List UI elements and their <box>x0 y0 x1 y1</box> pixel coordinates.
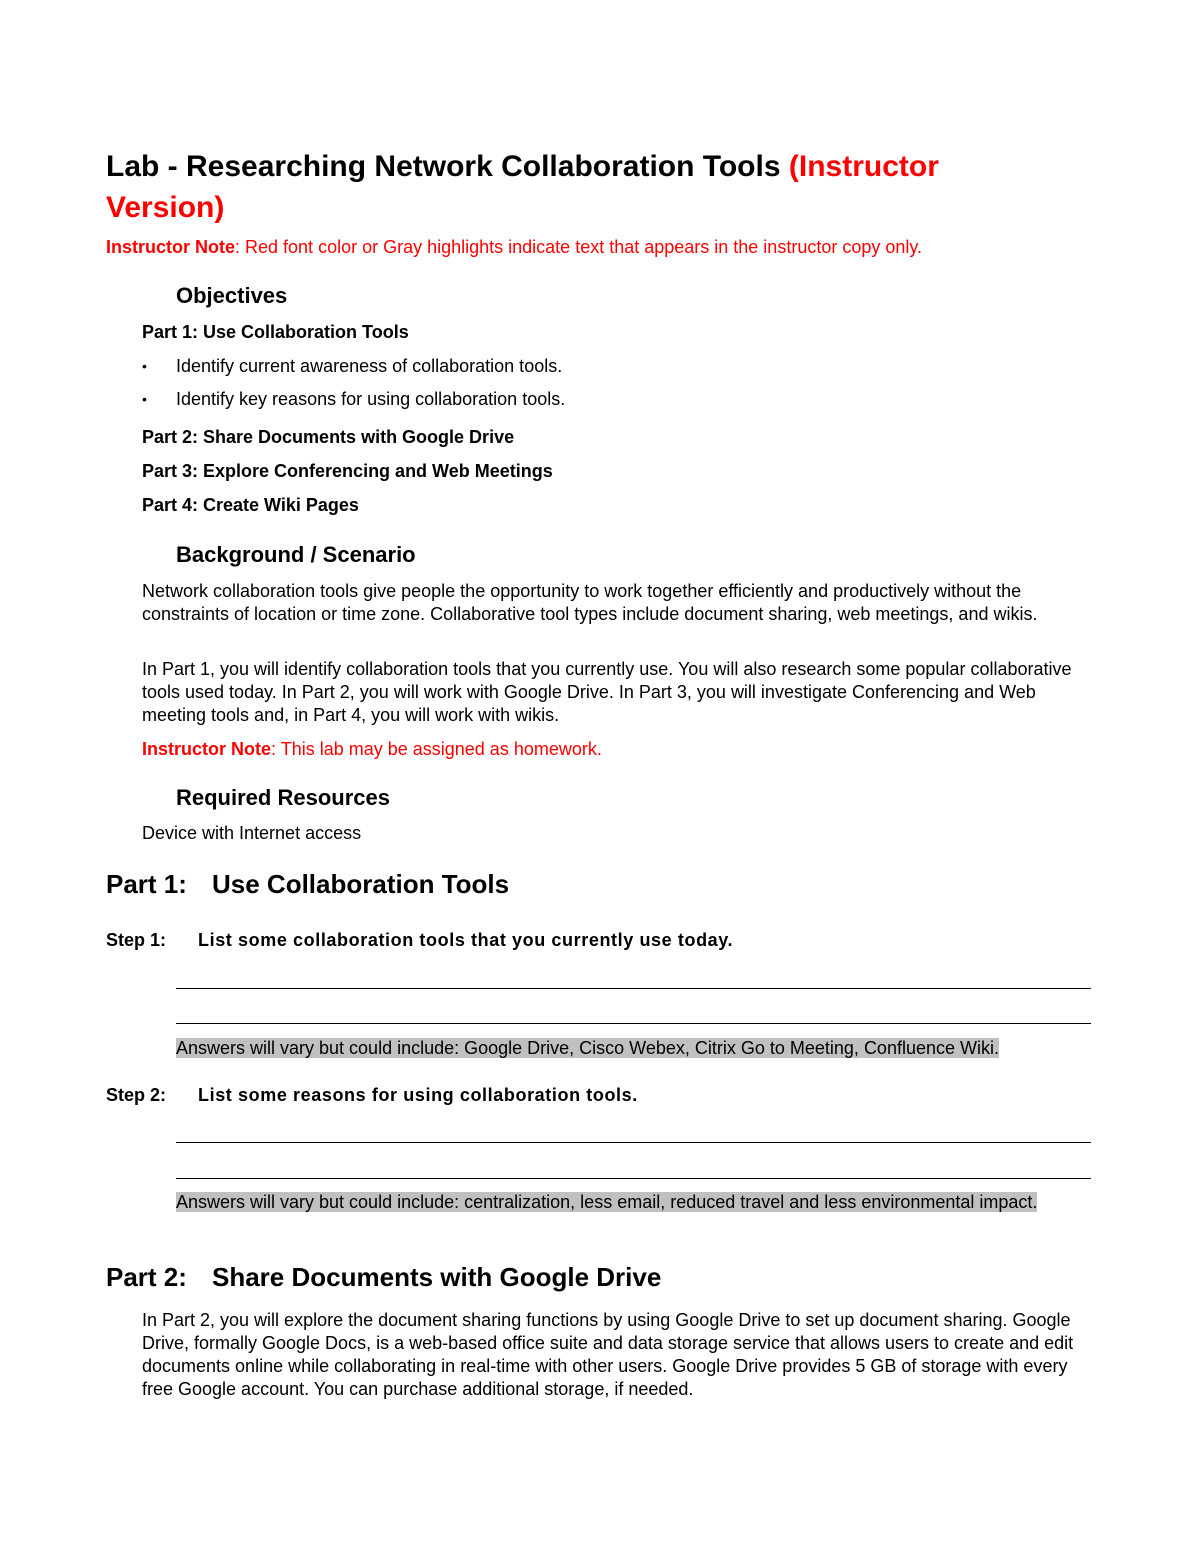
homework-note-text: : This lab may be assigned as homework. <box>271 739 602 759</box>
homework-note <box>142 738 1077 761</box>
objective-part-2: Part 2: Share Documents with Google Drive <box>142 427 515 447</box>
objective-part-4: Part 4: Create Wiki Pages <box>142 495 359 515</box>
resources-item: Device with Internet access <box>142 823 362 843</box>
resources-heading: Required Resources <box>176 785 390 810</box>
step-1-answer <box>176 1037 1076 1060</box>
step-2-text: List some reasons for using collaboration tools. <box>198 1085 638 1105</box>
bullet-glyph: • <box>142 358 147 374</box>
background-heading: Background / Scenario <box>176 542 416 567</box>
instructor-note-label: Instructor Note <box>106 237 236 257</box>
part-1-title: Use Collaboration Tools <box>212 869 510 899</box>
step-1-heading <box>106 929 733 951</box>
step-1-text: List some collaboration tools that you currently use today. <box>198 930 734 950</box>
instructor-note-text: : Red font color or Gray highlights indicate text that appears in the instructor copy only. <box>235 237 923 257</box>
objectives-heading: Objectives <box>176 283 288 308</box>
background-paragraph-1: Network collaboration tools give people the opportunity to work together efficiently and productively without the constraints of location or time zone. Collaborative tool types include document sharing, web meetings, and wikis. <box>142 581 1038 624</box>
part-2-number: Part 2: <box>106 1262 187 1292</box>
title-version: (Instructor Version) <box>106 150 939 224</box>
instructor-note <box>106 236 1106 258</box>
answer-line <box>176 1023 1091 1024</box>
document-title <box>106 146 1006 228</box>
answer-line <box>176 988 1091 989</box>
part-1-number: Part 1: <box>106 869 187 899</box>
objective-part-3: Part 3: Explore Conferencing and Web Meetings <box>142 461 553 481</box>
objective-bullet-1 <box>142 355 1042 377</box>
bullet-glyph: • <box>142 391 147 407</box>
objective-bullet-text: Identify key reasons for using collaboration tools. <box>176 389 566 409</box>
part-1-heading <box>106 868 509 900</box>
step-2-answer <box>176 1191 1076 1214</box>
part-2-heading <box>106 1261 661 1293</box>
title-main: Lab - Researching Network Collaboration Tools <box>106 150 789 183</box>
step-1-number: Step 1: <box>106 930 167 950</box>
step-1-answer-text: Answers will vary but could include: Google Drive, Cisco Webex, Citrix Go to Meeting, Confluence Wiki. <box>176 1038 999 1058</box>
step-2-number: Step 2: <box>106 1085 167 1105</box>
objective-part-1: Part 1: Use Collaboration Tools <box>142 322 409 342</box>
step-2-heading <box>106 1084 638 1106</box>
answer-line <box>176 1142 1091 1143</box>
part-2-paragraph: In Part 2, you will explore the document sharing functions by using Google Drive to set up document sharing. Google Drive, formally Google Docs, is a web-based office suite and data storage service that allows users to create and edit documents online while collaborating in real-time with other users. Google Drive provides 5 GB of storage with every free Google account. You can purchase additional storage, if needed. <box>142 1310 1074 1399</box>
homework-note-label: Instructor Note <box>142 739 272 759</box>
part-2-title: Share Documents with Google Drive <box>212 1262 662 1292</box>
objective-bullet-2 <box>142 388 1042 410</box>
objective-bullet-text: Identify current awareness of collaboration tools. <box>176 356 563 376</box>
step-2-answer-text: Answers will vary but could include: centralization, less email, reduced travel and less environmental impact. <box>176 1192 1038 1212</box>
background-paragraph-2: In Part 1, you will identify collaboration tools that you currently use. You will also research some popular collaborative tools used today. In Part 2, you will work with Google Drive. In Part 3, you will investigate Conferencing and Web meeting tools and, in Part 4, you will work with wikis. <box>142 659 1072 725</box>
answer-line <box>176 1178 1091 1179</box>
